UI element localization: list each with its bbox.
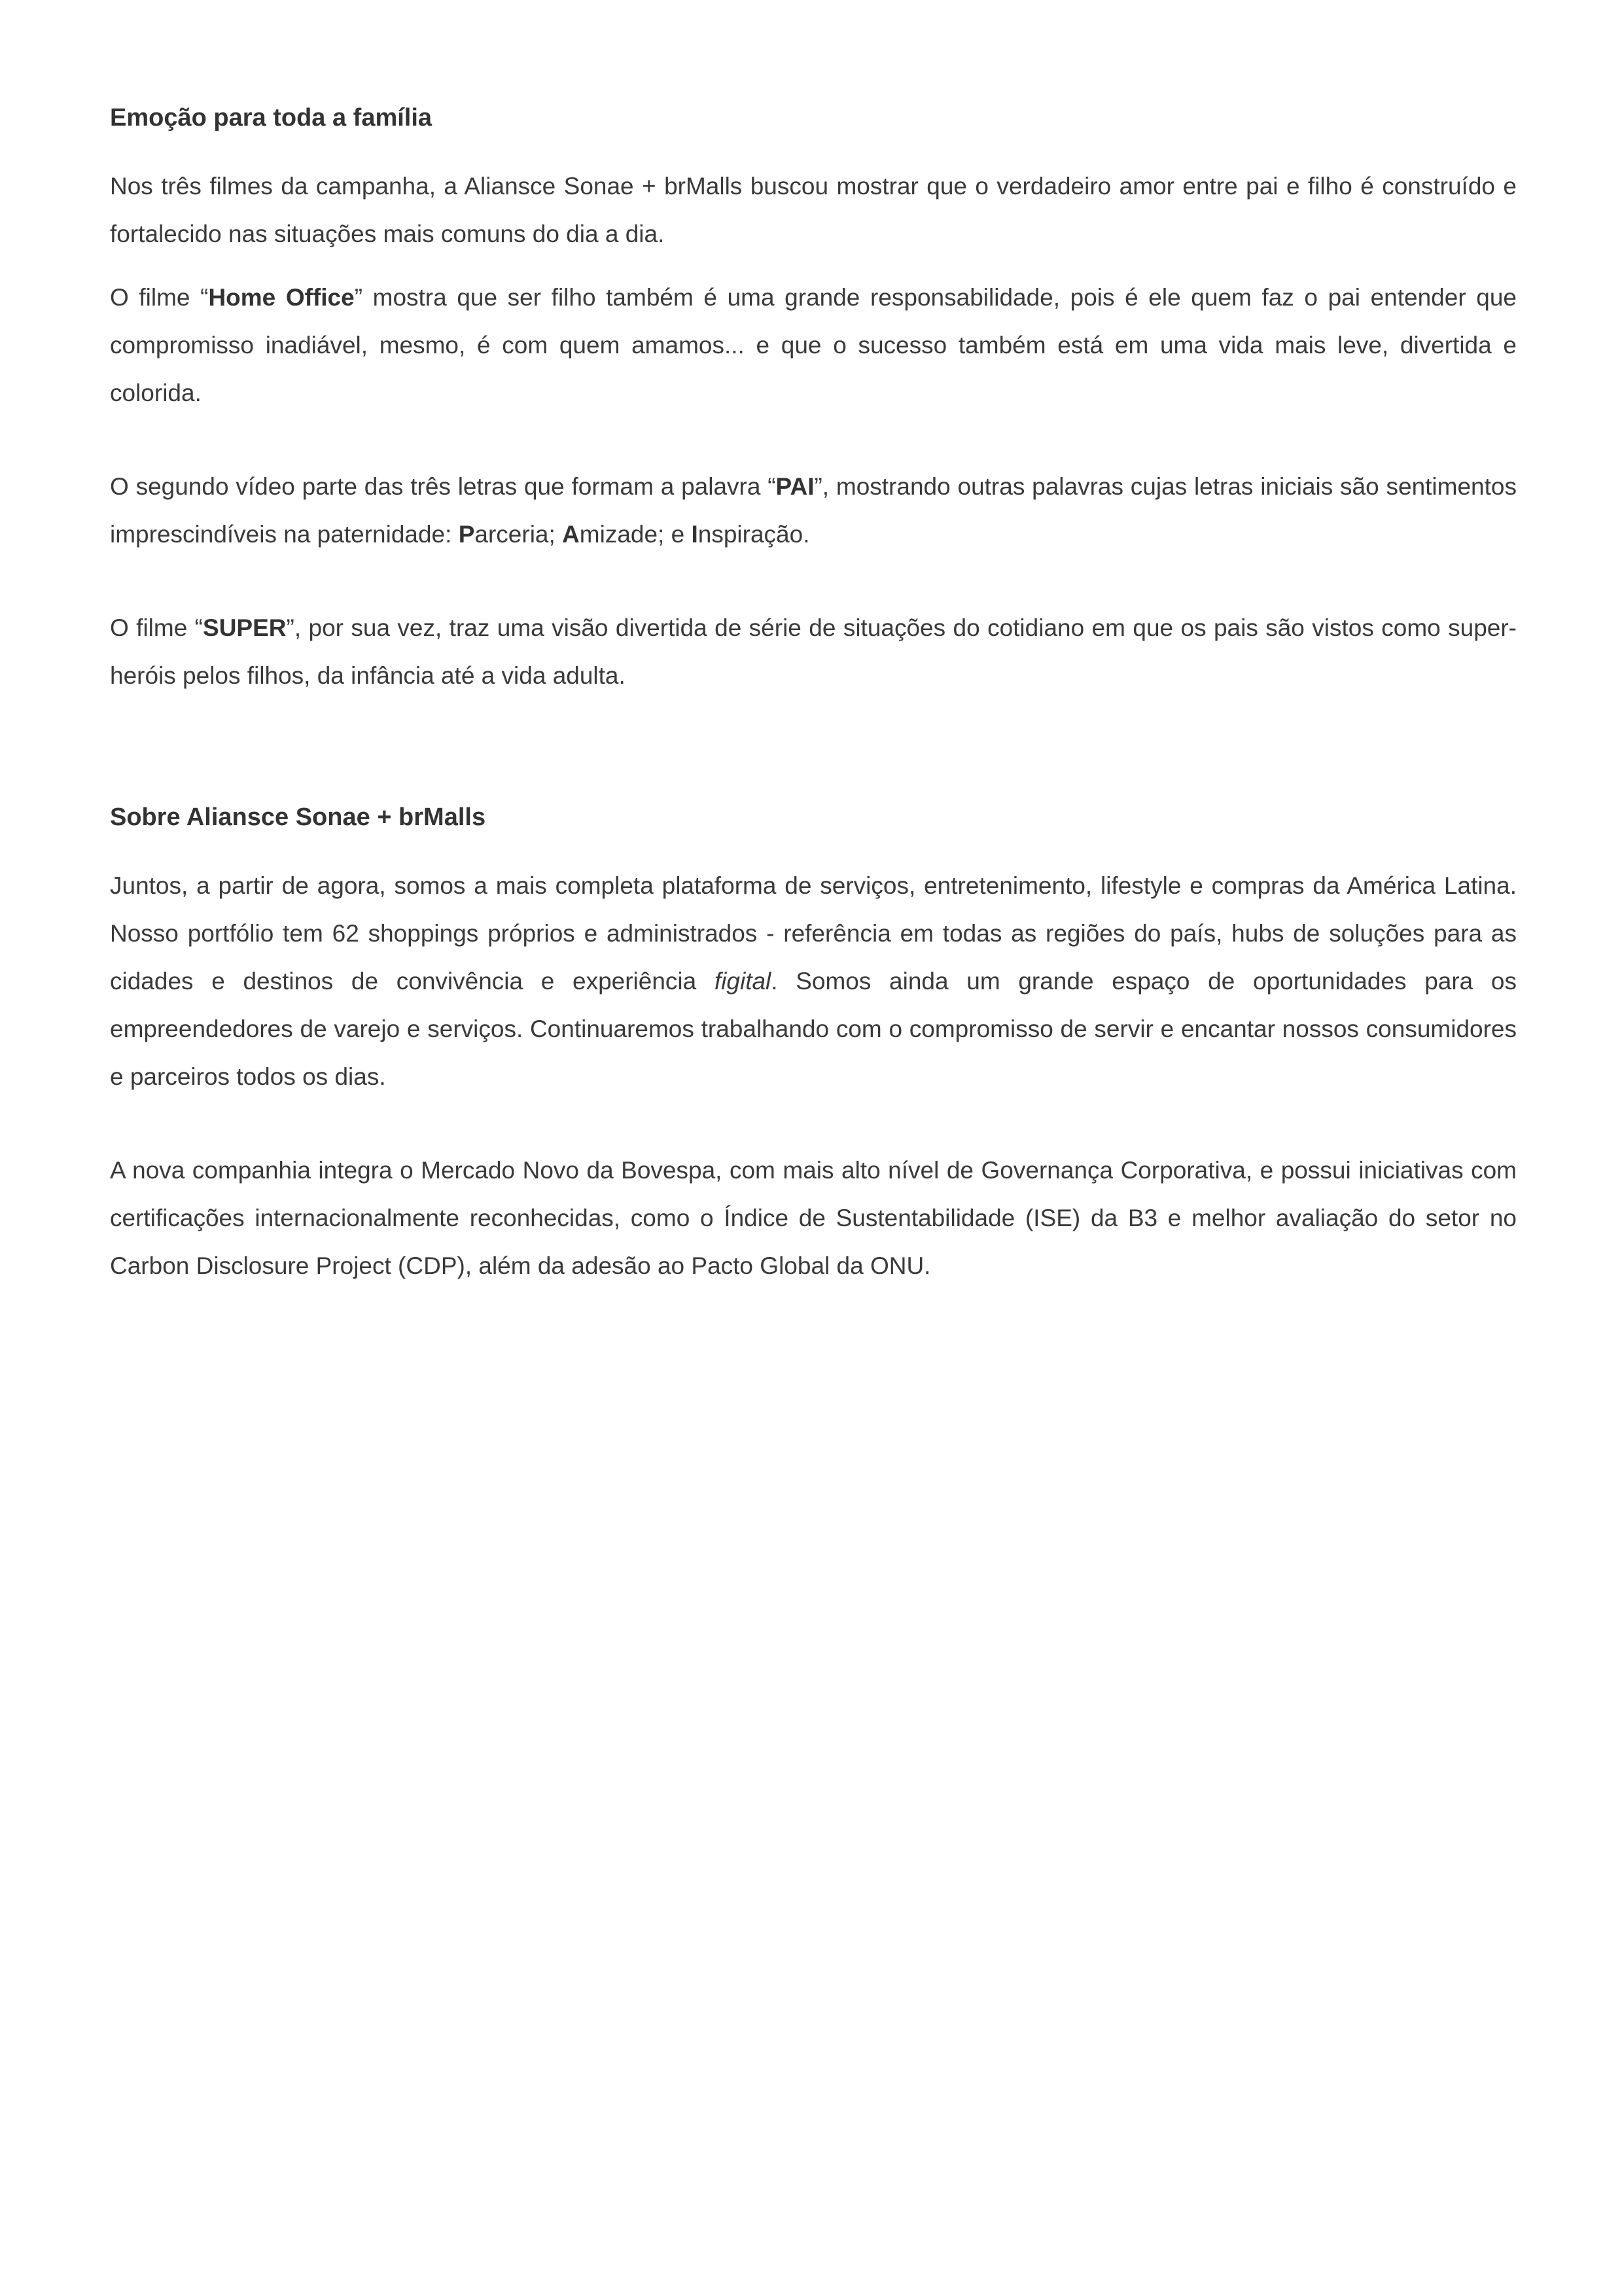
text-run: ”, por sua vez, traz uma visão divertida de série de situações do cotidiano em que os pais são vistos como super-heróis pelos filhos, da infância até a vida adulta. [110, 614, 1517, 689]
text-run: ” mostra que ser filho também é uma grande responsabilidade, pois é ele quem faz o pai entender que compromisso inadiável, mesmo, é com quem amamos... e que o sucesso também está em uma vida mais leve, divertida e colorida. [110, 284, 1517, 406]
bold-run: I [691, 521, 698, 548]
section-heading: Emoção para toda a família [110, 104, 432, 132]
text-run: O segundo vídeo parte das três letras que formam a palavra “ [110, 473, 776, 500]
section-emocao [110, 98, 1517, 699]
text-run: O filme “ [110, 284, 209, 311]
bold-run: A [562, 521, 580, 548]
text-run: mizade; e [579, 521, 692, 548]
paragraph-pai [110, 463, 1517, 558]
paragraph-juntos [110, 862, 1517, 1101]
text-run: O filme “ [110, 614, 203, 641]
italic-run: figital [714, 968, 771, 995]
document-page [110, 98, 1517, 1290]
paragraph-companhia: A nova companhia integra o Mercado Novo da Bovespa, com mais alto nível de Governança Corporativa, e possui iniciativas com certificações internacionalmente reconhecidas, como o Índice de Sustentabilidade (ISE) da B3 e melhor avaliação do setor no Carbon Disclosure Project (CDP), além da adesão ao Pacto Global da ONU. [110, 1157, 1517, 1279]
bold-run: P [458, 521, 475, 548]
text-run: Juntos, a partir de agora, somos a mais completa plataforma de serviços, entretenimento, lifestyle e compras da América Latina. Nosso portfólio tem 62 shoppings próprios e administrados - referência em todas as regiões do país, hubs de soluções para as cidades e destinos de convivência e experiência [110, 872, 1517, 995]
paragraph-home-office [110, 274, 1517, 417]
text-run: arceria; [474, 521, 563, 548]
text-run: ”, mostrando outras palavras cujas letras iniciais são sentimentos imprescindíveis na paternidade: [110, 473, 1517, 548]
paragraph-super [110, 604, 1517, 699]
bold-run: Home Office [208, 284, 355, 311]
text-run: nspiração. [697, 521, 810, 548]
bold-run: SUPER [203, 614, 287, 641]
section-heading: Sobre Aliansce Sonae + brMalls [110, 804, 486, 831]
paragraph-campanha: Nos três filmes da campanha, a Aliansce Sonae + brMalls buscou mostrar que o verdadeiro amor entre pai e filho é construído e fortalecido nas situações mais comuns do dia a dia. [110, 173, 1517, 247]
bold-run: PAI [775, 473, 815, 500]
section-sobre [110, 798, 1517, 1290]
text-run: . Somos ainda um grande espaço de oportunidades para os empreendedores de varejo e serviços. Continuaremos trabalhando com o compromisso de servir e encantar nossos consumidores e parceiros todos os dias. [110, 968, 1517, 1090]
